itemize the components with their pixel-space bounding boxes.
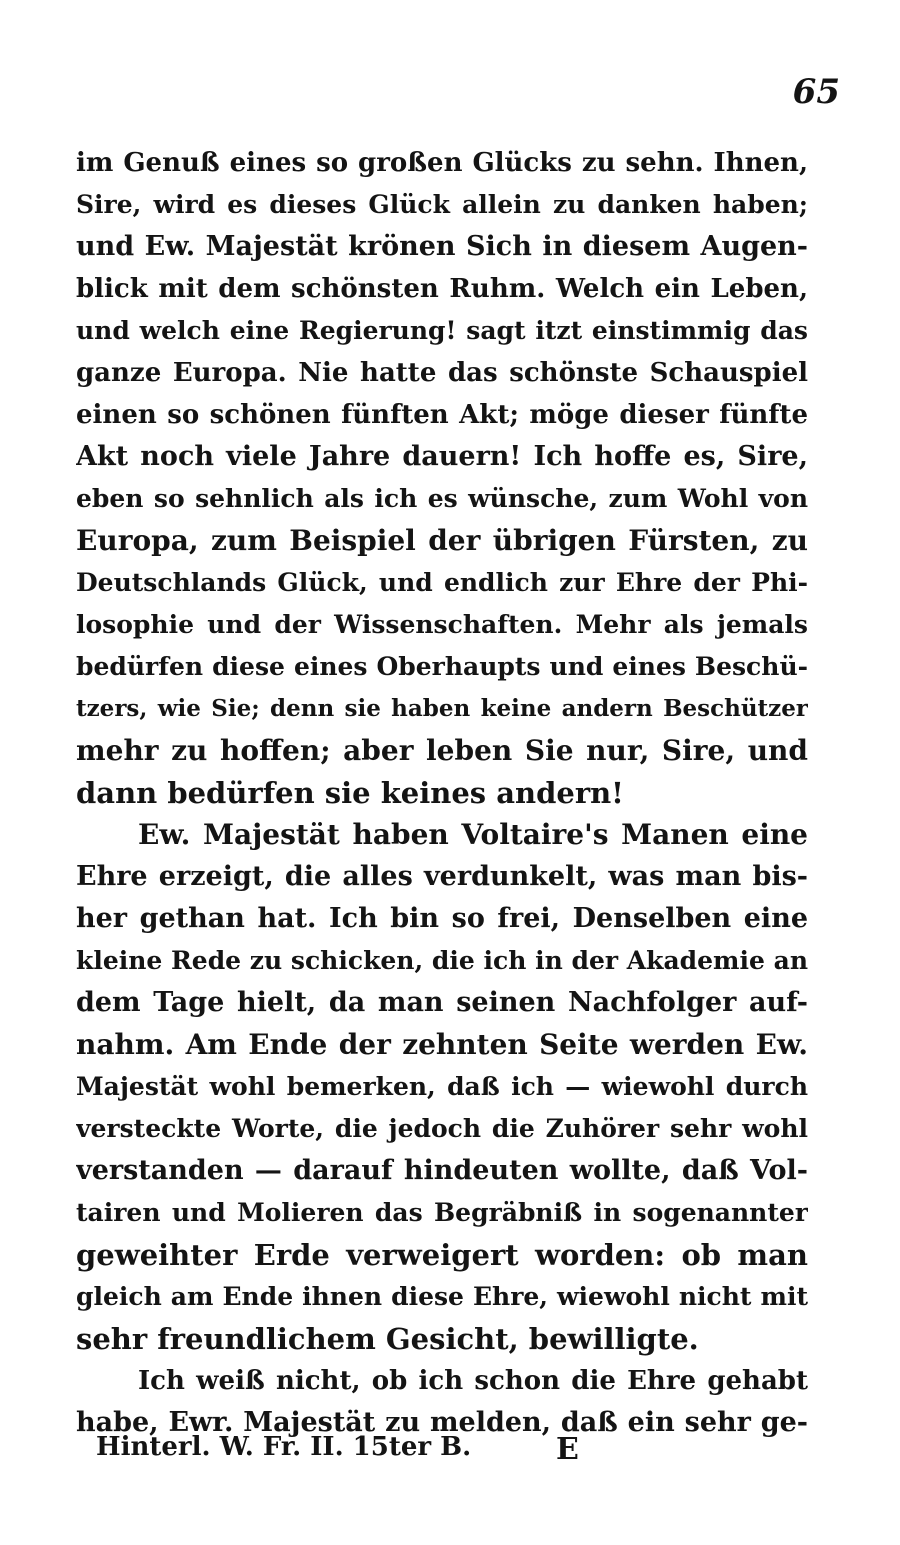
paragraph-end-line: sehr freundlichem Gesicht, bewilligte. [76, 1322, 699, 1356]
text-line: tairen und Molieren das Begräbniß in sogenannter [76, 1198, 808, 1227]
text-line: dem Tage hielt, da man seinen Nachfolger auf- [76, 987, 808, 1018]
paragraph-end-line: dann bedürfen sie keines andern! [76, 776, 624, 810]
text-line: Europa, zum Beispiel der übrigen Fürsten, zu [76, 524, 808, 557]
paragraph-start-line: Ich weiß nicht, ob ich schon die Ehre gehabt [138, 1366, 808, 1396]
text-line: verstanden — darauf hindeuten wollte, daß Vol- [76, 1155, 808, 1186]
text-line: versteckte Worte, die jedoch die Zuhörer sehr wohl [76, 1114, 808, 1143]
sheet-signature-letter: E [556, 1432, 579, 1467]
text-line: tzers, wie Sie; denn sie haben keine andern Beschützer [76, 695, 808, 722]
text-line: gleich am Ende ihnen diese Ehre, wiewohl nicht mit [76, 1282, 808, 1311]
text-line: ganze Europa. Nie hatte das schönste Schauspiel [76, 358, 808, 388]
text-line: losophie und der Wissenschaften. Mehr als jemals [76, 610, 808, 639]
text-line: eben so sehnlich als ich es wünsche, zum Wohl von [76, 484, 808, 513]
text-line: einen so schönen fünften Akt; möge dieser fünfte [76, 400, 808, 430]
page-footer [96, 1432, 596, 1472]
text-line: Ehre erzeigt, die alles verdunkelt, was man bis- [76, 861, 808, 892]
body-text [76, 142, 808, 1444]
text-line: kleine Rede zu schicken, die ich in der Akademie an [76, 946, 808, 975]
text-line: und Ew. Majestät krönen Sich in diesem Augen- [76, 231, 808, 262]
text-line: mehr zu hoffen; aber leben Sie nur, Sire, und [76, 734, 808, 767]
paragraph-start-line: Ew. Majestät haben Voltaire's Manen eine [138, 818, 808, 851]
text-line: Sire, wird es dieses Glück allein zu danken haben; [76, 190, 808, 219]
printer-signature: Hinterl. W. Fr. II. 15ter B. [96, 1432, 472, 1462]
text-line: geweihter Erde verweigert worden: ob man [76, 1238, 808, 1272]
text-line: nahm. Am Ende der zehnten Seite werden Ew. [76, 1028, 808, 1061]
text-line: bedürfen diese eines Oberhaupts und eines Beschü- [76, 652, 808, 681]
text-line: Majestät wohl bemerken, daß ich — wiewohl durch [76, 1072, 808, 1101]
page-number: 65 [792, 72, 840, 112]
text-line: im Genuß eines so großen Glücks zu sehn. Ihnen, [76, 148, 808, 178]
text-line: habe, Ewr. Majestät zu melden, daß ein sehr ge- [76, 1407, 808, 1438]
text-line: Deutschlands Glück, und endlich zur Ehre der Phi- [76, 568, 808, 597]
text-line: her gethan hat. Ich bin so frei, Denselben eine [76, 903, 808, 934]
text-line: Akt noch viele Jahre dauern! Ich hoffe es, Sire, [76, 441, 808, 472]
text-line: blick mit dem schönsten Ruhm. Welch ein Leben, [76, 274, 808, 304]
text-line: und welch eine Regierung! sagt itzt einstimmig das [76, 316, 808, 345]
